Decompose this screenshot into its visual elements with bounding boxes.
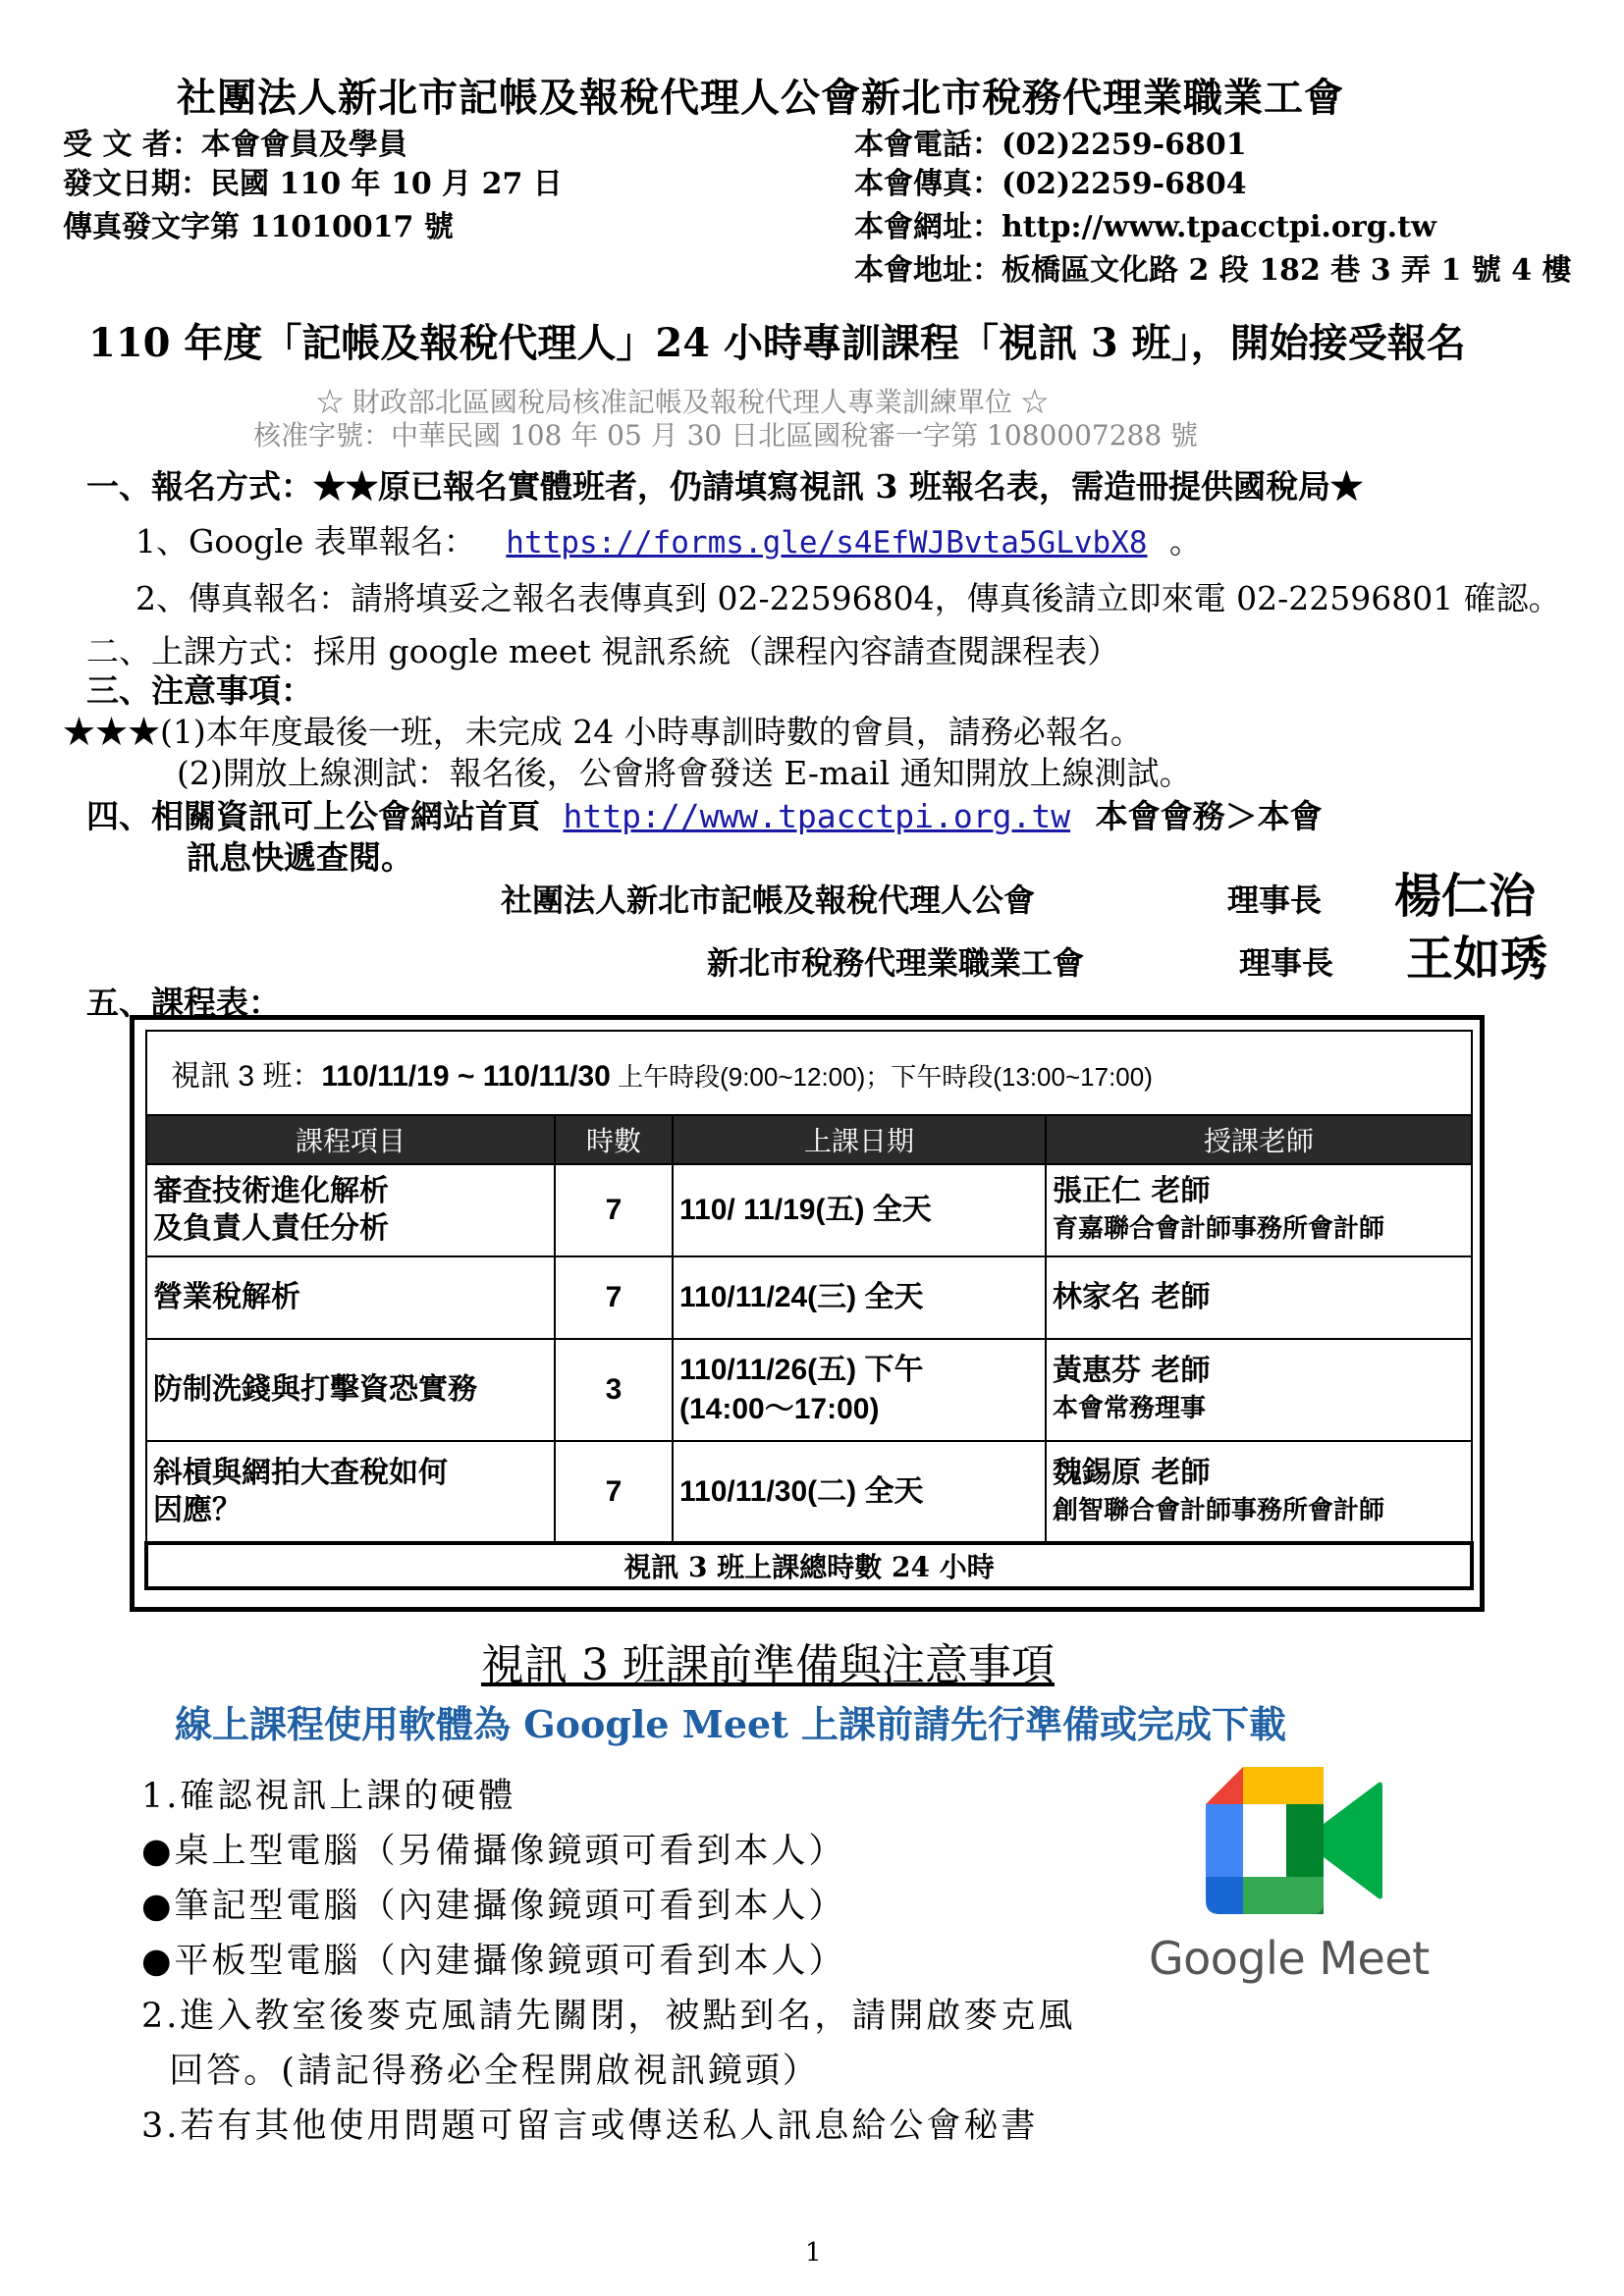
- course-date: 110/ 11/19(五) 全天: [673, 1164, 1046, 1256]
- google-form-suffix: 。: [1169, 522, 1203, 561]
- prep-step: ●筆記型電腦（內建攝像鏡頭可看到本人）: [141, 1887, 846, 1926]
- prep-step: ●桌上型電腦（另備攝像鏡頭可看到本人）: [141, 1832, 846, 1871]
- course-name: [146, 1164, 555, 1256]
- prep-subtitle: 線上課程使用軟體為 Google Meet 上課前請先行準備或完成下載: [175, 1702, 1286, 1746]
- signature-name-1: 楊仁治: [1394, 869, 1537, 924]
- google-form-label: 1、Google 表單報名：: [135, 522, 476, 561]
- caption-times: 上午時段(9:00~12:00)；下午時段(13:00~17:00): [610, 1062, 1153, 1092]
- teacher-title: 創智聯合會計師事務所會計師: [1053, 1495, 1385, 1525]
- course-hours: 3: [555, 1339, 673, 1441]
- header-date: 上課日期: [673, 1115, 1046, 1164]
- page-number: 1: [805, 2238, 822, 2268]
- course-line: 及負責人責任分析: [153, 1211, 389, 1246]
- note-2: (2)開放上線測試：報名後，公會將會發送 E-mail 通知開放上線測試。: [177, 754, 1192, 792]
- course-line: 斜槓與網拍大查稅如何: [153, 1455, 448, 1490]
- teacher-title: 本會常務理事: [1053, 1394, 1207, 1423]
- caption-prefix: 視訊 3 班：: [171, 1060, 322, 1093]
- signature-name-2: 王如琇: [1406, 932, 1548, 987]
- header-teacher: 授課老師: [1046, 1115, 1472, 1164]
- prep-step: 1.確認視訊上課的硬體: [141, 1777, 516, 1816]
- website-link[interactable]: http://www.tpacctpi.org.tw: [563, 797, 1071, 835]
- org-title: 社團法人新北市記帳及報稅代理人公會新北市稅務代理業職業工會: [177, 75, 1344, 121]
- course-date: [673, 1339, 1046, 1441]
- course-date: 110/11/24(三) 全天: [673, 1256, 1046, 1339]
- recipient: 受 文 者：本會會員及學員: [63, 128, 407, 162]
- google-meet-wordmark: Google Meet: [1149, 1932, 1430, 1985]
- date-line: 110/11/26(五) 下午: [679, 1354, 924, 1386]
- main-title: 110 年度「記帳及報稅代理人」24 小時專訓課程「視訊 3 班」，開始接受報名: [88, 320, 1466, 366]
- teacher-name: 林家名 老師: [1053, 1280, 1211, 1314]
- signature-role-2: 理事長: [1239, 944, 1334, 982]
- teacher-title: 育嘉聯合會計師事務所會計師: [1053, 1214, 1385, 1244]
- info-suffix: 本會會務＞本會: [1095, 797, 1323, 835]
- approval-number: 核准字號：中華民國 108 年 05 月 30 日北區國稅審一字第 1080007288 號: [253, 419, 1199, 452]
- course-teacher: [1046, 1441, 1472, 1543]
- course-name: 營業稅解析: [146, 1256, 555, 1339]
- course-date: 110/11/30(二) 全天: [673, 1441, 1046, 1543]
- prep-step: 2.進入教室後麥克風請先關閉，被點到名，請開啟麥克風: [141, 1997, 1076, 2036]
- info-line2: 訊息快遞查閱。: [187, 838, 413, 877]
- course-table: [144, 1030, 1474, 1590]
- issue-date: 發文日期：民國 110 年 10 月 27 日: [63, 167, 563, 201]
- course-line: 審查技術進化解析: [153, 1174, 389, 1208]
- website: 本會網址：http://www.tpacctpi.org.tw: [854, 210, 1436, 244]
- course-table-frame: [130, 1015, 1485, 1612]
- course-line: 因應？: [153, 1492, 242, 1527]
- prep-step: 3.若有其他使用問題可留言或傳送私人訊息給公會秘書: [141, 2107, 1039, 2146]
- course-teacher: [1046, 1164, 1472, 1256]
- phone: 本會電話：(02)2259-6801: [854, 128, 1247, 162]
- header-course: 課程項目: [146, 1115, 555, 1164]
- table-row: [146, 1256, 1472, 1339]
- section-info: [86, 791, 1323, 837]
- registration-google-form: [135, 516, 1202, 562]
- teacher-name: 黃惠芬 老師: [1053, 1354, 1211, 1388]
- signature-org-2: 新北市稅務代理業職業工會: [707, 944, 1085, 982]
- course-name: 防制洗錢與打擊資恐實務: [146, 1339, 555, 1441]
- doc-number: 傳真發文字第 11010017 號: [63, 210, 454, 244]
- table-caption: [146, 1031, 1472, 1115]
- section-registration: 一、報名方式：★★原已報名實體班者，仍請填寫視訊 3 班報名表，需造冊提供國稅局★: [86, 467, 1363, 506]
- date-line: (14:00～17:00): [679, 1393, 880, 1425]
- info-prefix: 四、相關資訊可上公會網站首頁: [86, 797, 540, 835]
- header-hours: 時數: [555, 1115, 673, 1164]
- google-form-link[interactable]: https://forms.gle/s4EfWJBvta5GLvbX8: [506, 525, 1148, 561]
- registration-fax: 2、傳真報名：請將填妥之報名表傳真到 02-22596804，傳真後請立即來電 02-22596801 確認。: [135, 579, 1561, 617]
- prep-title: 視訊 3 班課前準備與注意事項: [481, 1640, 1055, 1690]
- caption-dates: 110/11/19 ~ 110/11/30: [321, 1060, 611, 1093]
- table-row: [146, 1339, 1472, 1441]
- table-row: [146, 1164, 1472, 1256]
- section-notes: 三、注意事項：: [86, 671, 313, 710]
- course-name: [146, 1441, 555, 1543]
- course-teacher: [1046, 1256, 1472, 1339]
- google-meet-logo-icon: [1206, 1767, 1382, 1914]
- note-1: ★★★(1)本年度最後一班，未完成 24 小時專訓時數的會員，請務必報名。: [63, 713, 1143, 751]
- teacher-name: 張正仁 老師: [1053, 1174, 1211, 1208]
- section-schedule: 五、課程表：: [86, 984, 281, 1022]
- signature-role-1: 理事長: [1227, 881, 1323, 919]
- table-row: [146, 1441, 1472, 1543]
- section-class-method: 二、上課方式：採用 google meet 視訊系統（課程內容請查閱課程表）: [86, 632, 1120, 670]
- fax: 本會傳真：(02)2259-6804: [854, 167, 1247, 201]
- address: 本會地址：板橋區文化路 2 段 182 巷 3 弄 1 號 4 樓: [854, 253, 1572, 288]
- approval-unit: ☆ 財政部北區國稅局核准記帳及報稅代理人專業訓練單位 ☆: [316, 386, 1049, 418]
- course-hours: 7: [555, 1256, 673, 1339]
- total-hours: 視訊 3 班上課總時數 24 小時: [146, 1543, 1472, 1588]
- course-teacher: [1046, 1339, 1472, 1441]
- teacher-name: 魏錫原 老師: [1053, 1455, 1211, 1490]
- prep-step: 回答。(請記得務必全程開啟視訊鏡頭）: [141, 2052, 820, 2091]
- course-hours: 7: [555, 1441, 673, 1543]
- signature-org-1: 社團法人新北市記帳及報稅代理人公會: [501, 881, 1036, 919]
- course-hours: 7: [555, 1164, 673, 1256]
- prep-step: ●平板型電腦（內建攝像鏡頭可看到本人）: [141, 1942, 846, 1981]
